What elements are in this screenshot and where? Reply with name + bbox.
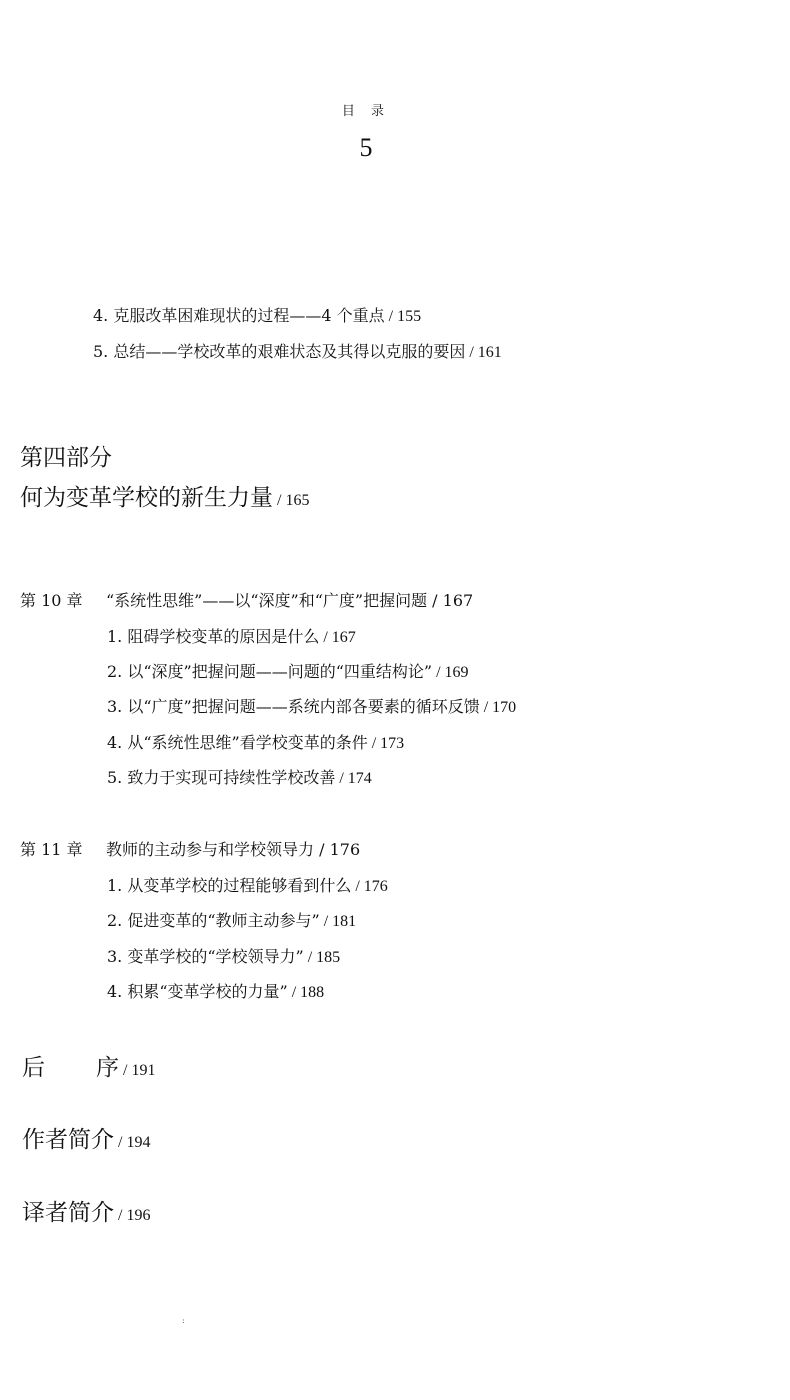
toc-entry <box>107 876 388 897</box>
toc-entry-page: / 173 <box>367 735 405 752</box>
toc-entry-page: / 185 <box>303 949 341 966</box>
toc-entry-page: / 174 <box>335 770 372 787</box>
toc-entry-text: 2. 以“深度”把握问题——问题的“四重结构论” <box>107 662 433 681</box>
part-label: 第四部分 <box>20 445 112 471</box>
back-matter-page: / 191 <box>119 1062 156 1079</box>
back-matter-entry <box>22 1199 150 1230</box>
toc-entry-text: 4. 从“系统性思维”看学校变革的条件 <box>107 733 368 752</box>
toc-entry-text: 1. 从变革学校的过程能够看到什么 <box>107 876 352 895</box>
chapter-title: “系统性思维”——以“深度”和“广度”把握问题 <box>106 591 428 610</box>
toc-entry-text: 3. 以“广度”把握问题——系统内部各要素的循环反馈 <box>107 697 480 716</box>
toc-entry-text: 5. 总结——学校改革的艰难状态及其得以克服的要因 <box>93 342 466 361</box>
back-matter-text: 译者简介 <box>22 1200 114 1226</box>
toc-entry-page: / 181 <box>319 913 357 930</box>
toc-entry-page: / 169 <box>432 664 469 681</box>
back-matter-char: 序 <box>96 1055 119 1081</box>
chapter-heading <box>20 591 473 611</box>
back-matter-char: 后 <box>22 1055 45 1081</box>
toc-entry <box>107 911 356 932</box>
toc-entry <box>107 627 356 648</box>
toc-entry-text: 4. 克服改革困难现状的过程——4 个重点 <box>93 306 385 325</box>
back-matter-text: 作者简介 <box>22 1127 114 1153</box>
back-matter-entry <box>22 1126 150 1157</box>
toc-entry-page: / 188 <box>287 984 325 1001</box>
back-matter-page: / 194 <box>114 1134 151 1151</box>
toc-entry <box>107 768 372 789</box>
chapter-number: 第 11 章 <box>20 840 83 859</box>
chapter-title: 教师的主动参与和学校领导力 <box>106 840 315 859</box>
toc-entry <box>93 342 502 363</box>
toc-entry <box>107 733 404 754</box>
part-title <box>20 484 309 515</box>
chapter-page: / 167 <box>427 591 474 610</box>
back-matter-page: / 196 <box>114 1207 151 1224</box>
footer-mark: : <box>182 1316 185 1325</box>
back-matter-entry <box>22 1054 155 1085</box>
toc-entry-text: 3. 变革学校的“学校领导力” <box>107 947 304 966</box>
toc-entry-text: 2. 促进变革的“教师主动参与” <box>107 911 320 930</box>
running-header: 目 录 <box>341 104 391 119</box>
part-title-text: 何为变革学校的新生力量 <box>20 485 273 511</box>
toc-entry-text: 5. 致力于实现可持续性学校改善 <box>107 768 336 787</box>
toc-entry-page: / 161 <box>465 344 502 361</box>
toc-entry <box>107 662 469 683</box>
page-number: 5 <box>359 133 373 162</box>
toc-entry-page: / 167 <box>319 629 356 646</box>
chapter-page: / 176 <box>314 840 361 859</box>
toc-entry <box>93 306 421 327</box>
toc-entry-text: 4. 积累“变革学校的力量” <box>107 982 288 1001</box>
toc-entry-page: / 170 <box>479 699 517 716</box>
toc-entry <box>107 982 324 1003</box>
toc-entry-text: 1. 阻碍学校变革的原因是什么 <box>107 627 320 646</box>
toc-entry-page: / 176 <box>351 878 388 895</box>
toc-entry <box>107 697 516 718</box>
toc-entry-page: / 155 <box>384 308 422 325</box>
part-title-page: / 165 <box>273 492 310 509</box>
toc-entry <box>107 947 340 968</box>
chapter-heading <box>20 840 360 860</box>
chapter-number: 第 10 章 <box>20 591 83 610</box>
